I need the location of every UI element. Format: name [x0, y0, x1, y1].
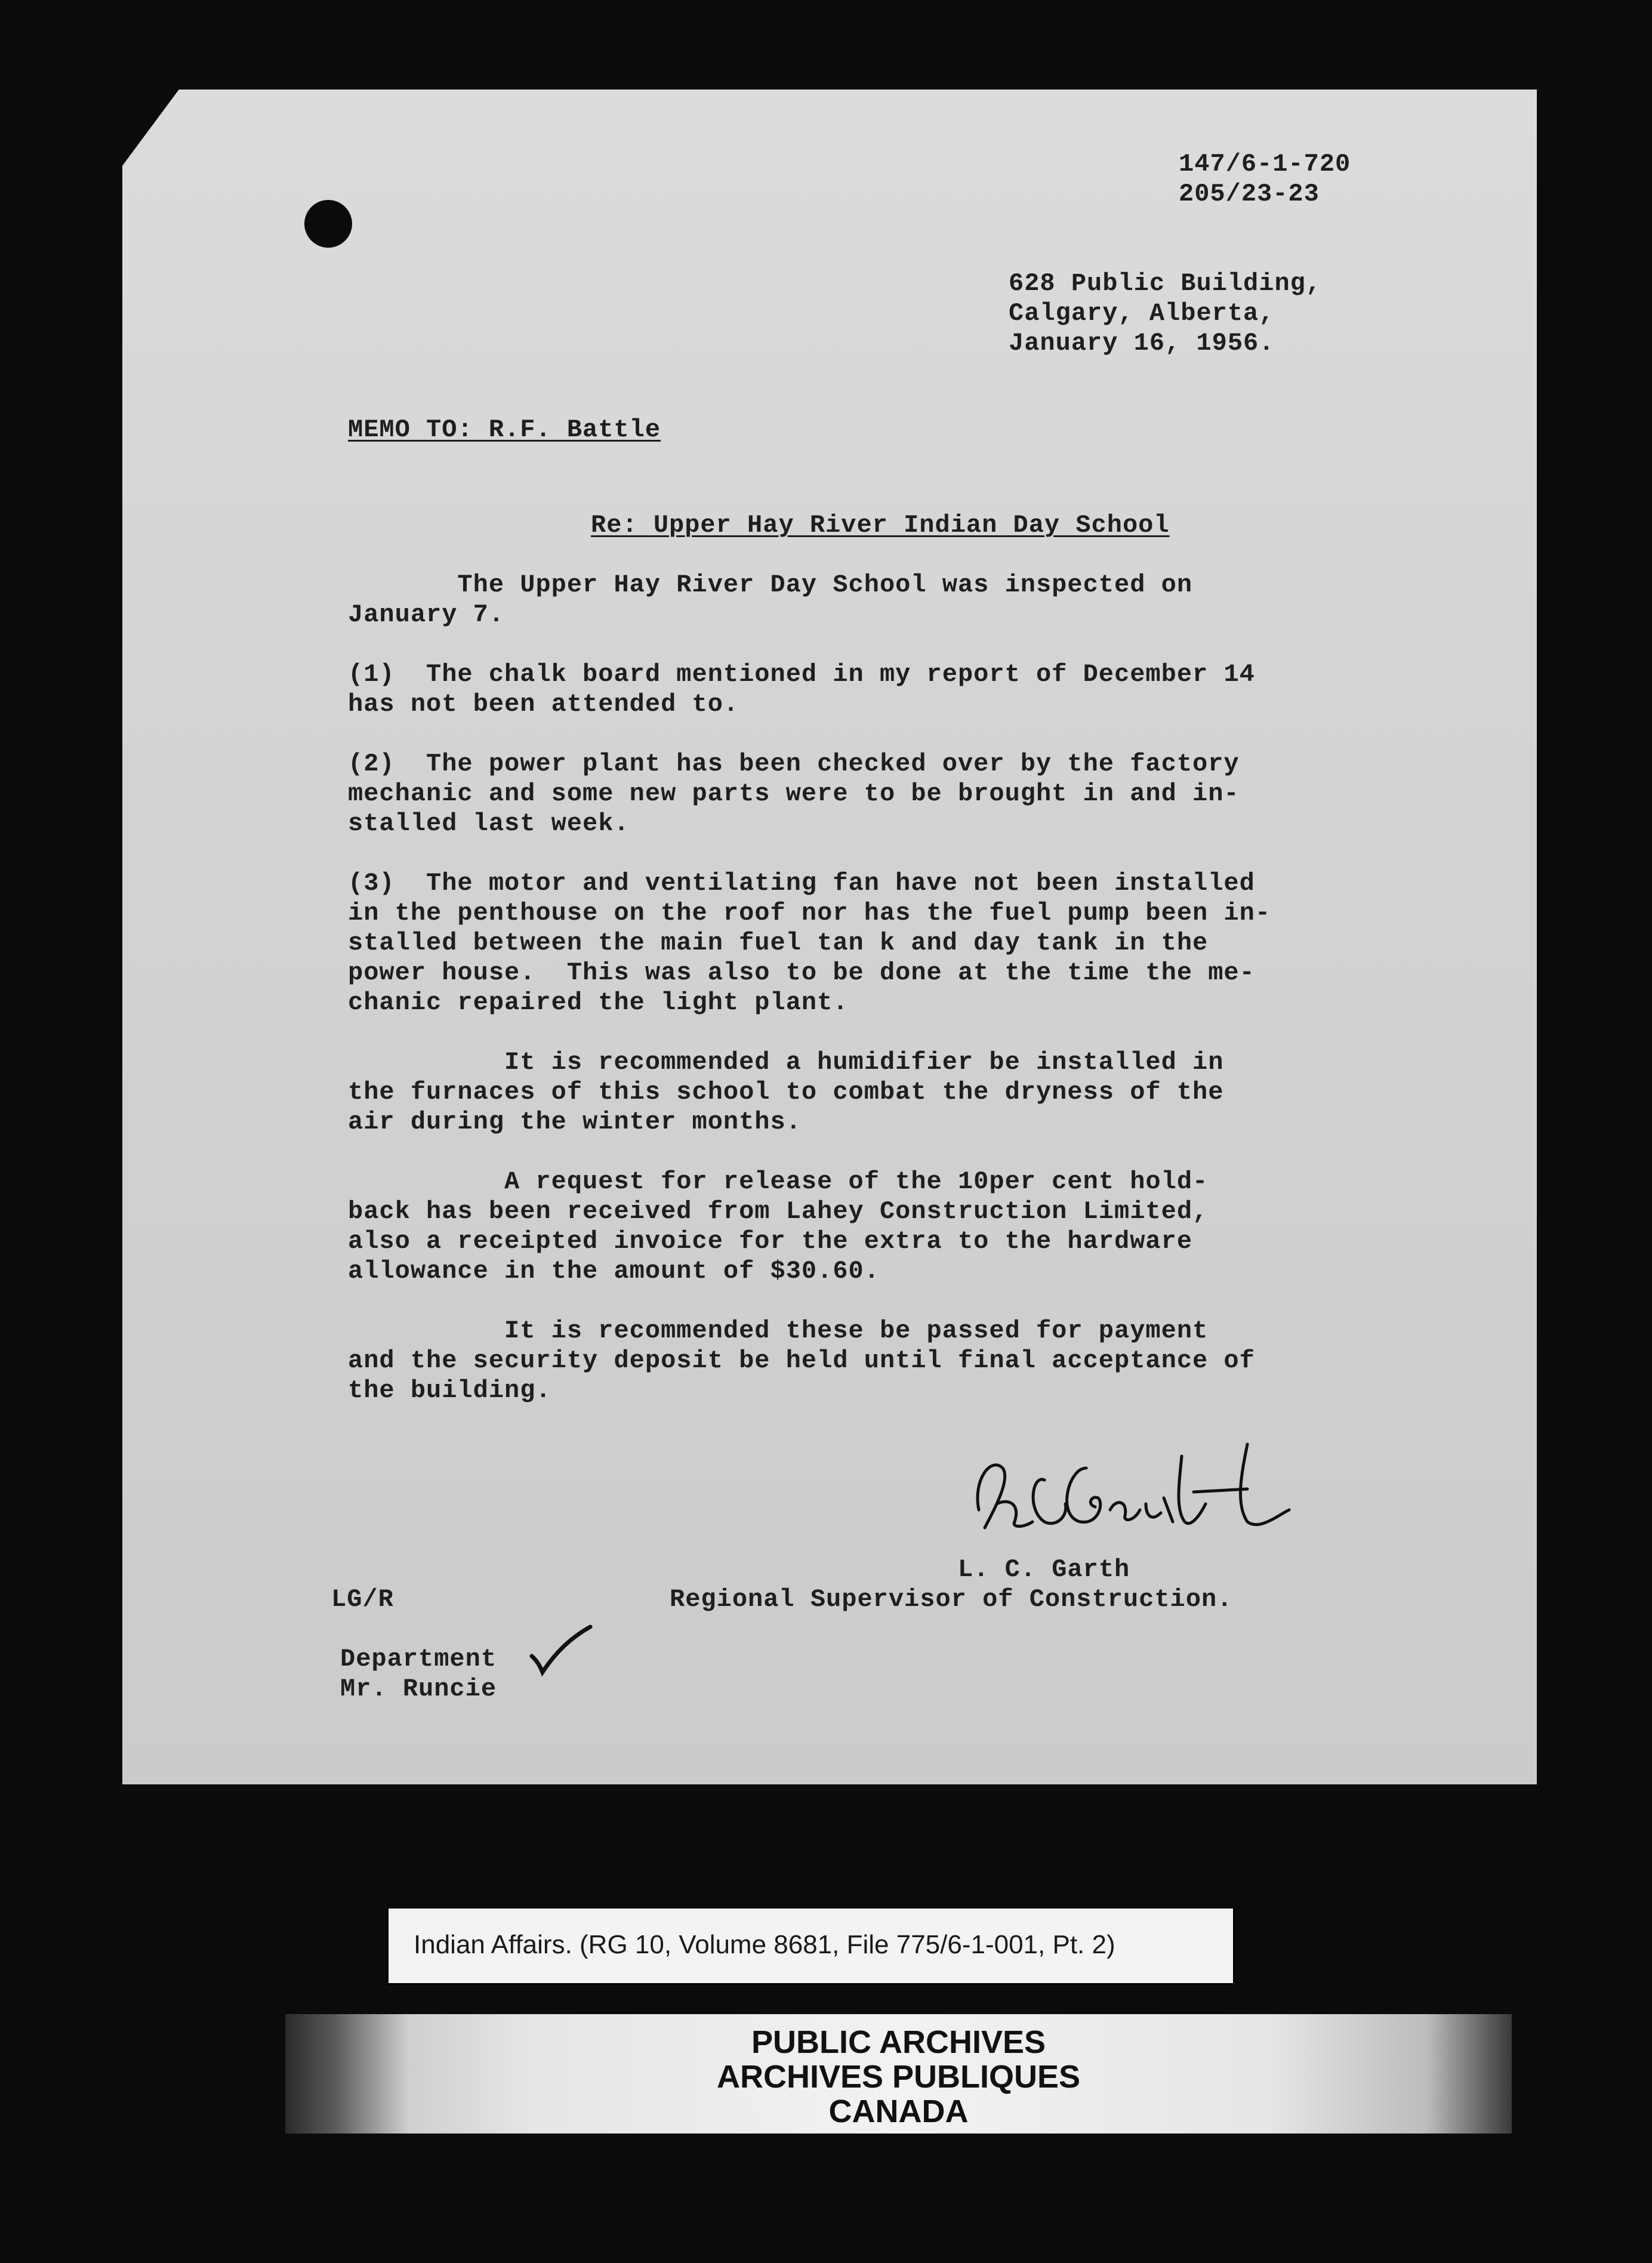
archive-stamp — [285, 2014, 1512, 2133]
paragraph-5-line-2: the furnaces of this school to combat the dryness of the — [348, 1078, 1224, 1106]
signer-title: Regional Supervisor of Construction. — [670, 1585, 1233, 1614]
file-ref-1: 147/6-1-720 — [1179, 150, 1351, 178]
distribution-runcie: Mr. Runcie — [340, 1675, 497, 1703]
handwritten-signature — [967, 1432, 1301, 1552]
paragraph-1-line-2: January 7. — [348, 600, 505, 629]
paragraph-7-line-2: and the security deposit be held until final acceptance of — [348, 1346, 1255, 1375]
paragraph-4-line-1: (3) The motor and ventilating fan have not been installed — [348, 869, 1255, 898]
paragraph-4-line-5: chanic repaired the light plant. — [348, 988, 849, 1017]
paragraph-3-line-1: (2) The power plant has been checked over by the factory — [348, 750, 1240, 778]
paragraph-6-line-3: also a receipted invoice for the extra to the hardware — [348, 1227, 1193, 1256]
distribution-department: Department — [340, 1645, 497, 1673]
punch-hole — [304, 200, 352, 248]
paragraph-1-line-1: The Upper Hay River Day School was inspected on — [348, 571, 1193, 599]
paragraph-4-line-3: stalled between the main fuel tan k and day tank in the — [348, 929, 1209, 957]
file-ref-2: 205/23-23 — [1179, 180, 1320, 208]
memo-to: MEMO TO: R.F. Battle — [348, 415, 661, 444]
paragraph-6-line-4: allowance in the amount of $30.60. — [348, 1257, 880, 1285]
stamp-line-3: CANADA — [828, 2094, 969, 2129]
typist-initials: LG/R — [331, 1585, 394, 1614]
archive-caption-label — [387, 1907, 1235, 1985]
address-line-2: Calgary, Alberta, — [1009, 299, 1275, 328]
signer-name: L. C. Garth — [958, 1555, 1130, 1584]
paragraph-4-line-4: power house. This was also to be done at the time the me- — [348, 958, 1255, 987]
checkmark-icon — [528, 1623, 594, 1677]
paragraph-2-line-2: has not been attended to. — [348, 690, 739, 719]
paragraph-5-line-1: It is recommended a humidifier be installed in — [348, 1048, 1224, 1077]
stamp-line-1: PUBLIC ARCHIVES — [751, 2024, 1046, 2060]
paragraph-6-line-2: back has been received from Lahey Construction Limited, — [348, 1197, 1209, 1226]
paragraph-4-line-2: in the penthouse on the roof nor has the fuel pump been in- — [348, 899, 1271, 927]
memo-subject: Re: Upper Hay River Indian Day School — [591, 511, 1170, 539]
address-line-1: 628 Public Building, — [1009, 269, 1322, 298]
paragraph-6-line-1: A request for release of the 10per cent hold- — [348, 1167, 1209, 1196]
memo-date: January 16, 1956. — [1009, 329, 1275, 357]
paragraph-5-line-3: air during the winter months. — [348, 1108, 802, 1136]
paragraph-7-line-1: It is recommended these be passed for payment — [348, 1317, 1209, 1345]
paragraph-3-line-2: mechanic and some new parts were to be brought in and in- — [348, 779, 1240, 808]
paragraph-2-line-1: (1) The chalk board mentioned in my report of December 14 — [348, 660, 1255, 689]
archive-caption: Indian Affairs. (RG 10, Volume 8681, File 775/6-1-001, Pt. 2) — [414, 1930, 1115, 1959]
stamp-line-2: ARCHIVES PUBLIQUES — [716, 2059, 1081, 2095]
paragraph-3-line-3: stalled last week. — [348, 809, 630, 838]
paragraph-7-line-3: the building. — [348, 1376, 551, 1405]
